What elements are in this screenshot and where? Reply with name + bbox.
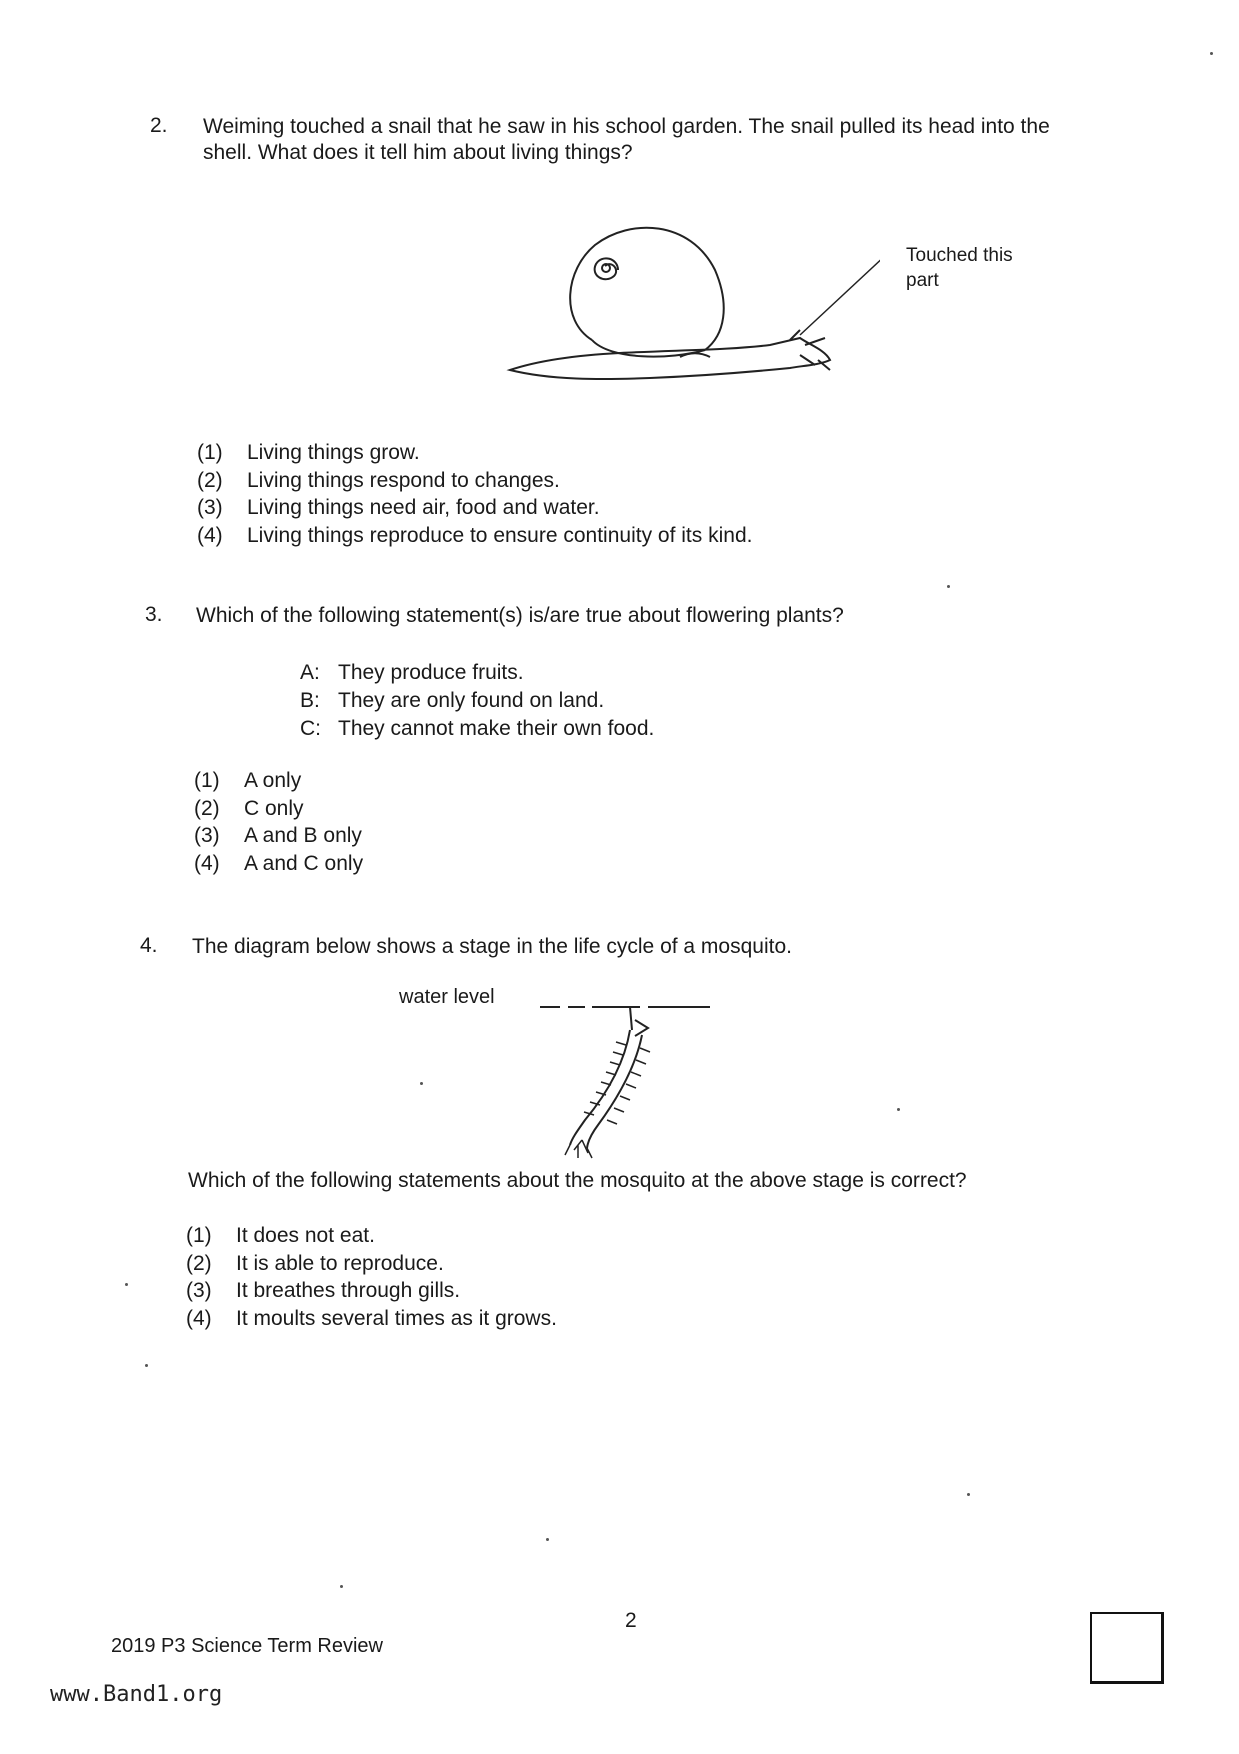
page-number: 2 bbox=[625, 1609, 637, 1632]
option[interactable]: (2) Living things respond to changes. bbox=[197, 468, 560, 492]
option[interactable]: (2) It is able to reproduce. bbox=[186, 1251, 444, 1275]
answer-options bbox=[186, 1222, 557, 1332]
option[interactable]: (2) C only bbox=[194, 796, 304, 820]
question-text-line-2: shell. What does it tell him about living things? bbox=[203, 141, 633, 164]
scan-speck bbox=[420, 1082, 423, 1085]
statement: B: They are only found on land. bbox=[300, 689, 605, 712]
statement: C: They cannot make their own food. bbox=[300, 717, 655, 740]
scan-speck bbox=[340, 1585, 343, 1588]
scan-speck bbox=[1210, 52, 1213, 55]
snail-diagram-label bbox=[906, 243, 1013, 293]
option[interactable]: (3) Living things need air, food and water. bbox=[197, 496, 600, 519]
option[interactable]: (4) A and C only bbox=[194, 851, 364, 875]
option[interactable]: (1) Living things grow. bbox=[197, 441, 420, 464]
water-level-label: water level bbox=[399, 986, 495, 1008]
question-text: Which of the following statements about the mosquito at the above stage is correct? bbox=[188, 1169, 967, 1192]
question-text: Which of the following statement(s) is/are true about flowering plants? bbox=[196, 604, 844, 627]
option[interactable]: (4) Living things reproduce to ensure continuity of its kind. bbox=[197, 523, 753, 547]
label-line-2: part bbox=[906, 270, 939, 291]
scan-speck bbox=[145, 1364, 148, 1367]
statement: A: They produce fruits. bbox=[300, 661, 524, 684]
footer-title: 2019 P3 Science Term Review bbox=[111, 1635, 383, 1657]
option[interactable]: (3) A and B only bbox=[194, 824, 362, 847]
option[interactable]: (4) It moults several times as it grows. bbox=[186, 1306, 557, 1330]
statements bbox=[300, 659, 654, 743]
label-line-1: Touched this bbox=[906, 245, 1013, 266]
scan-speck bbox=[947, 585, 950, 588]
score-box bbox=[1090, 1612, 1164, 1684]
question-intro: The diagram below shows a stage in the life cycle of a mosquito. bbox=[192, 935, 792, 958]
question-number: 3. bbox=[145, 603, 163, 626]
question-number: 2. bbox=[150, 114, 168, 137]
mosquito-larva-diagram bbox=[530, 990, 730, 1160]
scan-speck bbox=[967, 1493, 970, 1496]
question-text-line-1: Weiming touched a snail that he saw in his school garden. The snail pulled its head into the bbox=[203, 115, 1050, 138]
option[interactable]: (3) It breathes through gills. bbox=[186, 1279, 461, 1302]
scan-speck bbox=[125, 1283, 128, 1286]
scan-speck bbox=[897, 1108, 900, 1111]
option[interactable]: (1) A only bbox=[194, 769, 302, 792]
watermark: www.Band1.org bbox=[42, 1679, 230, 1710]
question-number: 4. bbox=[140, 934, 158, 957]
snail-diagram bbox=[500, 210, 880, 410]
scan-speck bbox=[546, 1538, 549, 1541]
answer-options bbox=[197, 439, 752, 549]
option[interactable]: (1) It does not eat. bbox=[186, 1224, 375, 1247]
answer-options bbox=[194, 767, 363, 877]
